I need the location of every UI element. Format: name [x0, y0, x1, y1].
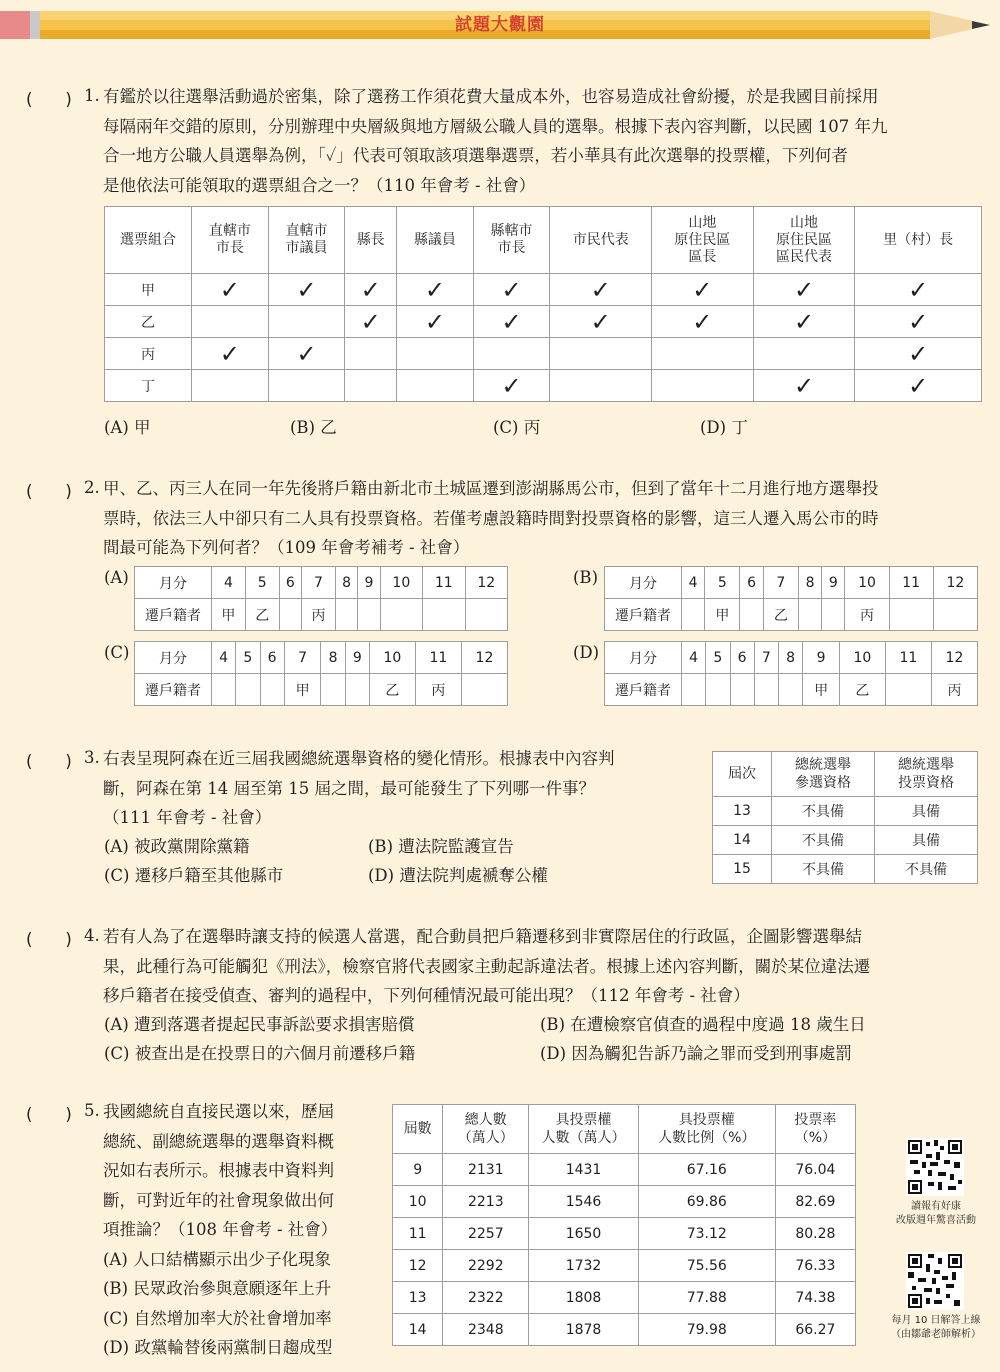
- election-cell: 82.69: [775, 1186, 855, 1218]
- ballot-cell: [345, 370, 397, 402]
- check-icon: ✓: [793, 307, 815, 336]
- ballot-cell: [268, 306, 345, 338]
- option-a-q3[interactable]: (A) 被政黨開除黨籍: [104, 837, 250, 856]
- option-a-q5[interactable]: (A) 人口結構顯示出少子化現象: [103, 1249, 332, 1269]
- option-c-q1[interactable]: (C) 丙: [493, 418, 541, 437]
- mover-row: [135, 674, 508, 706]
- ballot-table-row: [105, 338, 982, 370]
- mover-cell: 乙: [763, 599, 798, 631]
- month-cell: 11: [889, 567, 933, 599]
- q1-line: 每隔兩年交錯的原則，分別辦理中央層級與地方層級公職人員的選舉。根據下表內容判斷，以民國 107 年九: [103, 116, 888, 136]
- check-icon: ✓: [590, 275, 611, 304]
- month-table-d: [604, 641, 978, 706]
- ballot-combo-name: 甲: [105, 274, 192, 306]
- election-cell: 2292: [443, 1250, 529, 1282]
- mover-cell: [423, 599, 465, 631]
- qr-caption-1-text: 讀報有好康 改版週年驚喜活動: [896, 1201, 976, 1226]
- q2-line: 間最可能為下列何者？（109 年會考補考 - 社會）: [103, 538, 470, 557]
- ballot-cell: [473, 338, 550, 370]
- ballot-cell: [855, 370, 982, 402]
- month-cell: 5: [705, 567, 740, 599]
- month-cell: 12: [931, 642, 977, 674]
- mover-row: [605, 674, 978, 706]
- ballot-cell: [550, 370, 652, 402]
- election-cell: 12: [393, 1250, 443, 1282]
- mover-cell: [885, 674, 931, 706]
- ballot-cell: [753, 306, 855, 338]
- ballot-table-header: 山地 原住民區 區民代表: [753, 207, 855, 274]
- mover-cell: [321, 674, 345, 706]
- q3-line: （111 年會考 - 社會）: [103, 808, 272, 827]
- month-row: [605, 567, 978, 599]
- mover-cell: 丙: [415, 674, 461, 706]
- option-b-q3[interactable]: (B) 遭法院監護宣告: [368, 837, 514, 856]
- election-cell: 2348: [443, 1314, 529, 1346]
- ballot-cell: [473, 306, 550, 338]
- mover-row: [605, 599, 978, 631]
- month-cell: 6: [740, 567, 763, 599]
- option-b-q5[interactable]: (B) 民眾政治參與意願逐年上升: [103, 1279, 332, 1298]
- check-icon: ✓: [501, 371, 522, 400]
- election-cell: 79.98: [638, 1314, 775, 1346]
- month-table-b: [604, 566, 978, 631]
- qr-caption-2: [876, 1314, 996, 1342]
- election-header: 具投票權 人數比例（%）: [638, 1105, 775, 1154]
- ballot-combo-name: 丙: [105, 338, 192, 370]
- election-cell: 66.27: [775, 1314, 855, 1346]
- election-cell: 2213: [443, 1186, 529, 1218]
- month-row: [135, 642, 508, 674]
- check-icon: ✓: [908, 307, 929, 336]
- mover-label: 遷戶籍者: [605, 599, 682, 631]
- check-icon: ✓: [360, 275, 381, 304]
- ballot-cell: [855, 338, 982, 370]
- eligibility-cell: 具備: [875, 826, 978, 855]
- election-cell: 10: [393, 1186, 443, 1218]
- month-cell: 5: [245, 567, 279, 599]
- month-label: 月分: [605, 642, 682, 674]
- ballot-cell: [268, 338, 345, 370]
- q2-line: 甲、乙、丙三人在同一年先後將戶籍由新北市土城區遷到澎湖縣馬公市，但到了當年十二月進行地方選舉投: [103, 479, 879, 498]
- month-cell: 9: [803, 642, 840, 674]
- election-row: [393, 1314, 856, 1346]
- mover-cell: 乙: [369, 674, 415, 706]
- month-cell: 11: [423, 567, 465, 599]
- option-a-q1[interactable]: (A) 甲: [104, 418, 151, 437]
- q4-line: 若有人為了在選舉時讓支持的候選人當選，配合動員把戶籍遷移到非實際居住的行政區，企圖影響選舉結: [103, 927, 862, 946]
- mover-cell: [682, 599, 705, 631]
- ballot-cell: [345, 274, 397, 306]
- ballot-table-header: 縣轄市 市長: [473, 207, 550, 274]
- ballot-combo-name: 乙: [105, 306, 192, 338]
- election-cell: 9: [393, 1154, 443, 1186]
- eligibility-row: [713, 855, 978, 884]
- month-label: 月分: [605, 567, 682, 599]
- ballot-cell: [753, 338, 855, 370]
- election-cell: 80.28: [775, 1218, 855, 1250]
- check-icon: ✓: [793, 275, 815, 304]
- option-b-q2-label[interactable]: (B): [573, 568, 598, 587]
- ballot-cell: [753, 370, 855, 402]
- election-header: 投票率 （%）: [775, 1105, 855, 1154]
- month-cell: 4: [212, 642, 236, 674]
- presidential-election-table: [392, 1104, 856, 1346]
- mover-cell: [380, 599, 422, 631]
- election-cell: 76.33: [775, 1250, 855, 1282]
- ballot-cell: [652, 338, 754, 370]
- qr-caption-2-text: 每月 10 日解答上線 （由鄒爺老師解析）: [891, 1315, 981, 1340]
- ballot-table-header: 里（村）長: [855, 207, 982, 274]
- ballot-cell: [268, 274, 345, 306]
- month-cell: 6: [279, 567, 301, 599]
- ballot-cell: [192, 338, 269, 370]
- mover-cell: 甲: [284, 674, 321, 706]
- ballot-cell: [473, 274, 550, 306]
- ballot-cell: [192, 370, 269, 402]
- check-icon: ✓: [501, 307, 522, 336]
- mover-cell: [279, 599, 301, 631]
- month-label: 月分: [135, 642, 212, 674]
- mover-label: 遷戶籍者: [135, 674, 212, 706]
- month-row: [135, 567, 508, 599]
- ballot-table-header: 縣長: [345, 207, 397, 274]
- month-cell: 9: [358, 567, 380, 599]
- election-cell: 11: [393, 1218, 443, 1250]
- ballot-cell: [397, 306, 474, 338]
- question-number-q3: 3.: [84, 748, 100, 767]
- election-cell: 2257: [443, 1218, 529, 1250]
- answer-blank-q1[interactable]: ( ): [26, 90, 72, 109]
- month-cell: 4: [212, 567, 246, 599]
- election-cell: 14: [393, 1314, 443, 1346]
- q4-line: 果，此種行為可能觸犯《刑法》，檢察官將代表國家主動起訴違法者。根據上述內容判斷，關於某位違法遷: [103, 956, 871, 976]
- question-text-q3: [103, 744, 693, 833]
- check-icon: ✓: [424, 275, 445, 304]
- election-header: 具投票權 人數（萬人）: [529, 1105, 638, 1154]
- month-cell: 8: [779, 642, 803, 674]
- option-c-q5[interactable]: (C) 自然增加率大於社會增加率: [103, 1308, 332, 1328]
- election-cell: 69.86: [638, 1186, 775, 1218]
- ballot-cell: [550, 338, 652, 370]
- ballot-table-header: 市民代表: [550, 207, 652, 274]
- q3-line: 右表呈現阿森在近三屆我國總統選舉資格的變化情形。根據表中內容判: [103, 749, 615, 768]
- election-eligibility-table: [712, 751, 978, 884]
- ballot-cell: [397, 274, 474, 306]
- mover-cell: 甲: [212, 599, 246, 631]
- check-icon: ✓: [296, 275, 317, 304]
- month-cell: 7: [302, 567, 336, 599]
- question-text-q4: [103, 922, 983, 1011]
- ballot-cell: [855, 274, 982, 306]
- option-a-q2-label[interactable]: (A): [104, 568, 129, 587]
- month-cell: 6: [730, 642, 754, 674]
- check-icon: ✓: [793, 371, 815, 400]
- ballot-table-row: [105, 274, 982, 306]
- election-cell: 2131: [443, 1154, 529, 1186]
- mover-cell: [933, 599, 977, 631]
- qr-caption-1: [876, 1200, 996, 1228]
- election-header-row: [393, 1105, 856, 1154]
- ballot-table-header: 直轄市 市議員: [268, 207, 345, 274]
- election-cell: 2322: [443, 1282, 529, 1314]
- q5-line: 況如右表所示。根據表中資料判: [103, 1161, 334, 1180]
- ballot-cell: [192, 274, 269, 306]
- election-cell: 75.56: [638, 1250, 775, 1282]
- month-cell: 12: [461, 642, 507, 674]
- mover-cell: [212, 674, 236, 706]
- eligibility-header-row: [713, 752, 978, 797]
- option-d-q4[interactable]: (D) 因為觸犯告訴乃論之罪而受到刑事處罰: [540, 1044, 852, 1063]
- check-icon: ✓: [692, 307, 713, 336]
- eligibility-cell: 13: [713, 797, 772, 826]
- mover-cell: [798, 599, 821, 631]
- ballot-table-header: 直轄市 市長: [192, 207, 269, 274]
- question-text-q2: [103, 474, 983, 563]
- mover-cell: [335, 599, 357, 631]
- eligibility-header: 屆次: [713, 752, 772, 797]
- question-text-q5: [103, 1097, 383, 1363]
- ballot-table-row: [105, 306, 982, 338]
- month-cell: 10: [380, 567, 422, 599]
- month-cell: 7: [284, 642, 321, 674]
- month-cell: 4: [682, 642, 706, 674]
- mover-row: [135, 599, 508, 631]
- check-icon: ✓: [590, 307, 611, 336]
- ballot-cell: [345, 306, 397, 338]
- q2-line: 票時，依法三人中卻只有二人具有投票資格。若僅考慮設籍時間對投票資格的影響，這三人遷入馬公市的時: [103, 508, 879, 528]
- q5-line: 總統、副總統選舉的選舉資料概: [103, 1131, 334, 1151]
- ballot-cell: [473, 370, 550, 402]
- check-icon: ✓: [219, 339, 240, 368]
- mover-cell: [740, 599, 763, 631]
- month-row: [605, 642, 978, 674]
- month-cell: 9: [345, 642, 369, 674]
- election-cell: 13: [393, 1282, 443, 1314]
- month-cell: 11: [885, 642, 931, 674]
- election-row: [393, 1218, 856, 1250]
- ballot-table-header: 縣議員: [397, 207, 474, 274]
- ballot-table: [104, 206, 982, 402]
- check-icon: ✓: [908, 275, 929, 304]
- month-cell: 8: [321, 642, 345, 674]
- option-a-q4[interactable]: (A) 遭到落選者提起民事訴訟要求損害賠償: [104, 1015, 415, 1034]
- mover-cell: 乙: [839, 674, 885, 706]
- question-number-q2: 2.: [84, 478, 100, 497]
- ballot-cell: [192, 306, 269, 338]
- month-cell: 11: [415, 642, 461, 674]
- q3-line: 斷，阿森在第 14 屆至第 15 屆之間，最可能發生了下列哪一件事？: [103, 778, 595, 798]
- mover-cell: [461, 674, 507, 706]
- ballot-combo-name: 丁: [105, 370, 192, 402]
- eligibility-cell: 具備: [875, 797, 978, 826]
- mover-cell: [889, 599, 933, 631]
- mover-cell: 丙: [931, 674, 977, 706]
- election-row: [393, 1186, 856, 1218]
- check-icon: ✓: [501, 275, 522, 304]
- answer-blank-q3[interactable]: ( ): [26, 752, 72, 771]
- q1-line: 有鑑於以往選舉活動過於密集，除了選務工作須花費大量成本外，也容易造成社會紛擾，於是我國目前採用: [103, 87, 879, 106]
- mover-cell: 丙: [302, 599, 336, 631]
- q5-line: 項推論？（108 年會考 - 社會）: [103, 1220, 338, 1239]
- month-cell: 12: [465, 567, 507, 599]
- option-b-q4[interactable]: (B) 在遭檢察官偵查的過程中度過 18 歲生日: [540, 1015, 866, 1034]
- month-cell: 12: [933, 567, 977, 599]
- eligibility-cell: 不具備: [772, 797, 875, 826]
- q5-line: 我國總統自直接民選以來，歷屆: [103, 1102, 334, 1121]
- mover-cell: [754, 674, 778, 706]
- month-table-a: [134, 566, 508, 631]
- mover-cell: [779, 674, 803, 706]
- month-cell: 6: [260, 642, 284, 674]
- option-c-q4[interactable]: (C) 被查出是在投票日的六個月前遷移戶籍: [104, 1044, 416, 1063]
- question-number-q1: 1.: [84, 86, 100, 105]
- election-cell: 1431: [529, 1154, 638, 1186]
- election-row: [393, 1250, 856, 1282]
- option-d-q5[interactable]: (D) 政黨輪替後兩黨制日趨成型: [103, 1338, 333, 1357]
- month-cell: 10: [839, 642, 885, 674]
- page-title: 試題大觀園: [455, 15, 545, 35]
- question-number-q5: 5.: [84, 1101, 100, 1120]
- eligibility-cell: 不具備: [772, 855, 875, 884]
- ballot-cell: [397, 338, 474, 370]
- mover-cell: [682, 674, 706, 706]
- election-cell: 74.38: [775, 1282, 855, 1314]
- ballot-cell: [753, 274, 855, 306]
- question-number-q4: 4.: [84, 926, 100, 945]
- qr-code-icon[interactable]: [906, 1252, 964, 1310]
- election-cell: 76.04: [775, 1154, 855, 1186]
- election-row: [393, 1282, 856, 1314]
- q4-line: 移戶籍者在接受偵查、審判的過程中，下列何種情況最可能出現？（112 年會考 - 社會）: [103, 986, 750, 1005]
- eligibility-cell: 14: [713, 826, 772, 855]
- eligibility-cell: 15: [713, 855, 772, 884]
- eligibility-cell: 不具備: [875, 855, 978, 884]
- month-cell: 9: [822, 567, 845, 599]
- ballot-table-row: [105, 370, 982, 402]
- check-icon: ✓: [296, 339, 317, 368]
- eligibility-header: 總統選舉 參選資格: [772, 752, 875, 797]
- ballot-cell: [855, 306, 982, 338]
- check-icon: ✓: [908, 339, 929, 368]
- ballot-cell: [550, 306, 652, 338]
- mover-label: 遷戶籍者: [135, 599, 212, 631]
- ballot-cell: [345, 338, 397, 370]
- ballot-cell: [550, 274, 652, 306]
- month-cell: 7: [763, 567, 798, 599]
- answer-blank-q2[interactable]: ( ): [26, 482, 72, 501]
- ballot-table-header: 選票組合: [105, 207, 192, 274]
- option-b-q1[interactable]: (B) 乙: [290, 418, 337, 437]
- election-row: [393, 1154, 856, 1186]
- option-d-q3[interactable]: (D) 遭法院判處褫奪公權: [368, 866, 548, 885]
- mover-cell: [706, 674, 730, 706]
- mover-cell: [465, 599, 507, 631]
- check-icon: ✓: [360, 307, 381, 336]
- month-label: 月分: [135, 567, 212, 599]
- election-header: 屆數: [393, 1105, 443, 1154]
- election-cell: 1878: [529, 1314, 638, 1346]
- answer-blank-q4[interactable]: ( ): [26, 930, 72, 949]
- election-cell: 67.16: [638, 1154, 775, 1186]
- election-cell: 1650: [529, 1218, 638, 1250]
- ballot-cell: [652, 370, 754, 402]
- check-icon: ✓: [424, 307, 445, 336]
- mover-cell: [345, 674, 369, 706]
- election-cell: 1732: [529, 1250, 638, 1282]
- election-cell: 77.88: [638, 1282, 775, 1314]
- election-header: 總人數 （萬人）: [443, 1105, 529, 1154]
- election-cell: 1808: [529, 1282, 638, 1314]
- eligibility-row: [713, 826, 978, 855]
- check-icon: ✓: [692, 275, 713, 304]
- month-cell: 10: [845, 567, 889, 599]
- ballot-cell: [268, 370, 345, 402]
- check-icon: ✓: [219, 275, 240, 304]
- ballot-cell: [652, 274, 754, 306]
- option-c-q2-label[interactable]: (C): [104, 643, 130, 662]
- month-cell: 10: [369, 642, 415, 674]
- option-d-q1[interactable]: (D) 丁: [700, 418, 748, 437]
- mover-cell: 甲: [803, 674, 840, 706]
- eligibility-cell: 不具備: [772, 826, 875, 855]
- option-c-q3[interactable]: (C) 遷移戶籍至其他縣市: [104, 866, 284, 885]
- mover-cell: [358, 599, 380, 631]
- mover-cell: [260, 674, 284, 706]
- month-cell: 7: [754, 642, 778, 674]
- eligibility-row: [713, 797, 978, 826]
- eligibility-header: 總統選舉 投票資格: [875, 752, 978, 797]
- q5-line: 斷，可對近年的社會現象做出何: [103, 1190, 334, 1210]
- mover-cell: 乙: [245, 599, 279, 631]
- option-d-q2-label[interactable]: (D): [573, 643, 600, 662]
- month-cell: 8: [335, 567, 357, 599]
- mover-cell: 甲: [705, 599, 740, 631]
- mover-label: 遷戶籍者: [605, 674, 682, 706]
- check-icon: ✓: [908, 371, 929, 400]
- ballot-cell: [652, 306, 754, 338]
- question-text-q1: [103, 82, 983, 200]
- q1-line: 合一地方公職人員選舉為例，「✓」代表可領取該項選舉選票，若小華具有此次選舉的投票權，下列何者: [103, 146, 848, 165]
- month-cell: 8: [798, 567, 821, 599]
- month-cell: 5: [236, 642, 260, 674]
- election-cell: 1546: [529, 1186, 638, 1218]
- q1-line: 是他依法可能領取的選票組合之一？（110 年會考 - 社會）: [103, 175, 536, 195]
- mover-cell: 丙: [845, 599, 889, 631]
- mover-cell: [822, 599, 845, 631]
- ballot-table-header: 山地 原住民區 區長: [652, 207, 754, 274]
- mover-cell: [730, 674, 754, 706]
- mover-cell: [236, 674, 260, 706]
- qr-code-icon[interactable]: [906, 1138, 964, 1196]
- month-table-c: [134, 641, 508, 706]
- election-cell: 73.12: [638, 1218, 775, 1250]
- ballot-table-header-row: [105, 207, 982, 274]
- ballot-cell: [397, 370, 474, 402]
- month-cell: 5: [706, 642, 730, 674]
- answer-blank-q5[interactable]: ( ): [26, 1105, 72, 1124]
- month-cell: 4: [682, 567, 705, 599]
